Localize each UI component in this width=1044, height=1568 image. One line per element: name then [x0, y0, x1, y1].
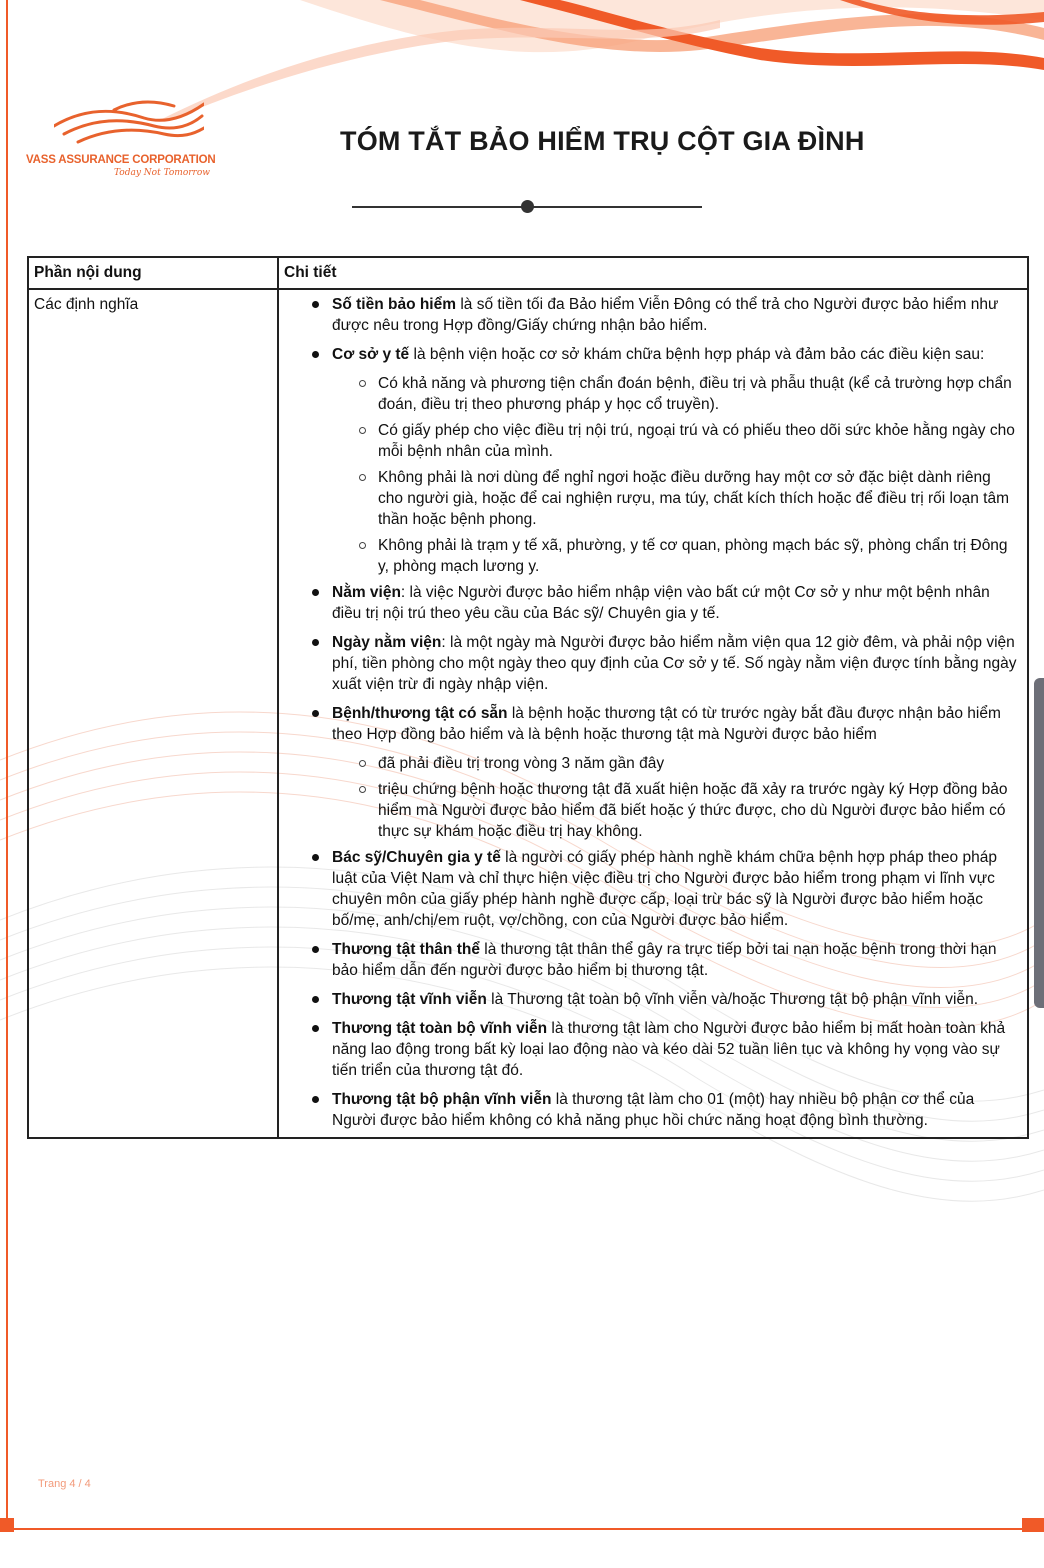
scrollbar-handle[interactable] — [1034, 678, 1044, 1008]
definition-item — [332, 582, 1022, 624]
title-divider-dot — [521, 200, 534, 213]
definition-term: Thương tật vĩnh viễn — [332, 991, 487, 1008]
definition-item — [332, 847, 1022, 931]
definition-text: là thương tật thân thể gây ra trực tiếp bởi tai nạn hoặc bệnh trong thời hạn bảo hiểm dẫn đến người được bảo hiểm bị thương tật. — [332, 941, 997, 979]
definition-term: Thương tật thân thể — [332, 941, 480, 958]
corner-mark-right — [1022, 1518, 1044, 1532]
definition-item — [332, 1089, 1022, 1131]
definition-text: là số tiền tối đa Bảo hiểm Viễn Đông có thể trả cho Người được bảo hiểm như được nêu trong Hợp đồng/Giấy chứng nhận bảo hiểm. — [332, 296, 999, 334]
sub-item: Không phải là nơi dùng để nghỉ ngơi hoặc điều dưỡng hay một cơ sở đặc biệt dành riêng cho người già, hoặc để cai nghiện rượu, ma túy, chất kích thích hoặc để điều trị rối loạn tâm thần hoặc bệnh phong. — [378, 467, 1018, 530]
sub-item: triệu chứng bệnh hoặc thương tật đã xuất hiện hoặc đã xảy ra trước ngày ký Hợp đồng bảo hiểm mà Người được bảo hiểm đã biết hoặc ý thức được, cho dù Người được bảo hiểm có thực sự khám hoặc điều trị hay không. — [378, 779, 1018, 842]
corner-mark-left — [0, 1518, 14, 1532]
definition-text: là thương tật làm cho 01 (một) hay nhiều bộ phận cơ thể của Người được bảo hiểm không có khả năng phục hồi chức năng hoạt động bình thường. — [332, 1091, 975, 1129]
definition-item — [332, 294, 1022, 336]
table-header-row — [28, 257, 1028, 289]
definition-text: : là một ngày mà Người được bảo hiểm nằm viện qua 12 giờ đêm, và phải nộp viện phí, tiền phòng cho một ngày theo quy định của Cơ sở y tế. Số ngày nằm viện được tính bằng ngày xuất viện trừ đi ngày nhập viện. — [332, 634, 1017, 693]
definition-term: Bác sỹ/Chuyên gia y tế — [332, 849, 501, 866]
header-section: Phần nội dung — [28, 257, 278, 289]
definition-text: : là việc Người được bảo hiểm nhập viện vào bất cứ một Cơ sở y như một bệnh nhân điều trị nội trú theo yêu cầu của Bác sỹ/ Chuyên gia y tế. — [332, 584, 990, 622]
definition-item — [332, 1018, 1022, 1081]
definition-text: là thương tật làm cho Người được bảo hiểm bị mất hoàn toàn khả năng lao động trong bất kỳ loại lao động nào và kéo dài 52 tuần liên tục và không hy vọng vào sự tiến triển của thương tật đó. — [332, 1020, 1006, 1079]
definition-text: là bệnh viện hoặc cơ sở khám chữa bệnh hợp pháp và đảm bảo các điều kiện sau: — [409, 346, 985, 363]
definition-term: Thương tật bộ phận vĩnh viễn — [332, 1091, 552, 1108]
sub-list — [332, 373, 1018, 577]
definition-item — [332, 344, 1022, 577]
table-row — [28, 289, 1028, 1138]
sub-item: đã phải điều trị trong vòng 3 năm gần đây — [378, 753, 1018, 774]
horse-logo-icon — [54, 96, 204, 146]
definition-item — [332, 939, 1022, 981]
definition-text: là Thương tật toàn bộ vĩnh viễn và/hoặc Thương tật bộ phận vĩnh viễn. — [486, 991, 979, 1008]
sub-item: Có giấy phép cho việc điều trị nội trú, ngoại trú và có phiếu theo dõi sức khỏe hằng ngày cho mỗi bệnh nhân của mình. — [378, 420, 1018, 462]
sub-item: Không phải là trạm y tế xã, phường, y tế cơ quan, phòng mạch bác sỹ, phòng chẩn trị Đông y, phòng mạch lương y. — [378, 535, 1018, 577]
definition-text: là người có giấy phép hành nghề khám chữa bệnh hợp pháp theo pháp luật của Việt Nam và chỉ thực hiện việc điều trị cho Người được bảo hiểm trong phạm vi lĩnh vực chuyên môn của giấy phép hành nghề được cấp, loại trừ bác sỹ là Người được bảo hiểm hoặc bố/mẹ, anh/chị/em ruột, vợ/chồng, con của Người được bảo hiểm. — [332, 849, 997, 929]
header-details: Chi tiết — [278, 257, 1028, 289]
company-name: VASS ASSURANCE CORPORATION — [26, 154, 216, 166]
definition-term: Cơ sở y tế — [332, 346, 410, 363]
definition-term: Thương tật toàn bộ vĩnh viễn — [332, 1020, 548, 1037]
definition-term: Số tiền bảo hiểm — [332, 296, 457, 313]
summary-table — [27, 256, 1029, 1139]
bottom-border — [6, 1528, 1036, 1530]
definition-item — [332, 703, 1022, 842]
definition-item — [332, 989, 1022, 1010]
page-title: TÓM TẮT BẢO HIỂM TRỤ CỘT GIA ĐÌNH — [340, 126, 865, 156]
company-tagline: Today Not Tomorrow — [114, 168, 210, 178]
definitions-list — [284, 294, 1022, 1131]
definition-term: Ngày nằm viện — [332, 634, 442, 651]
sub-list — [332, 753, 1018, 842]
definition-term: Nằm viện — [332, 584, 401, 601]
section-details — [278, 289, 1028, 1138]
definition-text: là bệnh hoặc thương tật có từ trước ngày bắt đầu được nhận bảo hiểm theo Hợp đồng bảo hiểm và là bệnh hoặc thương tật mà Người được bảo hiểm — [332, 705, 1001, 743]
definition-term: Bệnh/thương tật có sẵn — [332, 705, 508, 722]
sub-item: Có khả năng và phương tiện chẩn đoán bệnh, điều trị và phẫu thuật (kể cả trường hợp chẩn đoán, điều trị theo phương pháp y học cổ truyền). — [378, 373, 1018, 415]
left-border — [6, 0, 8, 1530]
page-number: Trang 4 / 4 — [38, 1478, 91, 1490]
company-logo — [26, 96, 216, 186]
definition-item — [332, 632, 1022, 695]
section-label: Các định nghĩa — [28, 289, 278, 1138]
